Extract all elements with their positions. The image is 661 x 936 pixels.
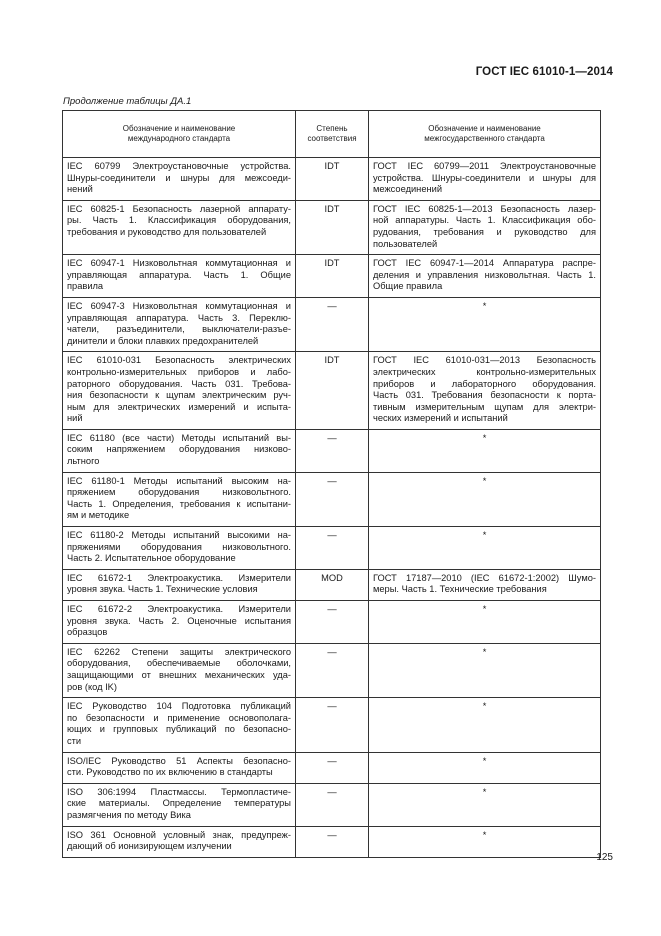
table-continuation-caption: Продолжение таблицы ДА.1 (63, 96, 192, 107)
table-row (63, 569, 601, 600)
cell-line: сти (67, 735, 82, 746)
cell-line: электрических контрольно-измерительных (373, 366, 596, 377)
no-equivalent-mark: * (482, 701, 487, 712)
cell-line: приборов и лабораторного оборудования. (373, 378, 596, 389)
no-equivalent-mark: * (482, 475, 487, 486)
column-header-degree-of-correspondence (296, 111, 369, 158)
cell-line: соким напряжением оборудования низково- (67, 444, 291, 455)
international-standard-cell (63, 698, 296, 752)
cell-line: сти. Руководство по их включению в стандарты (67, 767, 273, 778)
cell-line: ISO 361 Основной условный знак, предупреж- (67, 829, 291, 840)
cell-line: ские материалы. Определение температуры (67, 798, 291, 809)
table-row (63, 527, 601, 570)
header-line: международного стандарта (127, 134, 231, 143)
table-row (63, 698, 601, 752)
table-row (63, 429, 601, 472)
cell-line: IEC 60799 Электроустановочные устройства. (67, 161, 291, 171)
cell-line: IEC 62262 Степени защиты электрического (67, 646, 291, 657)
document-designation: ГОСТ IEC 61010-1—2014 (475, 66, 613, 78)
interstate-standard-cell (369, 698, 601, 752)
cell-line: уровня звука. Часть 2. Оценочные испытания (67, 615, 291, 626)
header-line: межгосударственного стандарта (424, 134, 545, 143)
table-row (63, 752, 601, 783)
cell-line: требования и руководство для пользователей (67, 226, 267, 237)
header-line: Степень (316, 123, 348, 133)
cell-line: пряжением оборудования низковольтного. (67, 487, 291, 498)
interstate-standard-cell (369, 783, 601, 826)
table-row (63, 297, 601, 351)
cell-line: защищающими от внешних механических уда- (67, 669, 291, 680)
interstate-standard-cell (369, 601, 601, 644)
cell-line: ческих измерений и испытаний (373, 413, 508, 424)
cell-line: управляющая аппаратура. Часть 1. Общие (67, 269, 291, 280)
cell-line: ГОСТ IEC 60825-1—2013 Безопасность лазер- (373, 203, 596, 214)
international-standard-cell (63, 472, 296, 526)
degree-of-correspondence-cell: — (296, 429, 369, 472)
cell-line: деления и управления низковольтная. Часть 1. (373, 269, 596, 280)
international-standard-cell (63, 643, 296, 697)
international-standard-cell (63, 429, 296, 472)
header-line: Обозначение и наименование (428, 123, 541, 133)
international-standard-cell (63, 255, 296, 298)
degree-of-correspondence-cell: IDT (296, 255, 369, 298)
international-standard-cell (63, 158, 296, 201)
degree-of-correspondence-cell: IDT (296, 158, 369, 201)
degree-of-correspondence-cell: MOD (296, 569, 369, 600)
no-equivalent-mark: * (482, 786, 487, 797)
interstate-standard-cell (369, 752, 601, 783)
table-row (63, 352, 601, 430)
degree-of-correspondence-cell: — (296, 472, 369, 526)
cell-line: Часть 2. Испытательное оборудование (67, 553, 236, 564)
cell-line: раторного оборудования. Часть 031. Требова- (67, 378, 291, 389)
degree-of-correspondence-cell: — (296, 527, 369, 570)
cell-line: правила (67, 281, 104, 292)
cell-line: IEC 61672-1 Электроакустика. Измерители (67, 572, 291, 583)
cell-line: чатели, разъединители, выключатели-разъе- (67, 324, 291, 335)
degree-of-correspondence-cell: — (296, 643, 369, 697)
cell-line: IEC 60947-3 Низковольтная коммутационная и (67, 300, 291, 311)
cell-line: Часть 031. Требования безопасности к порта- (373, 390, 596, 401)
interstate-standard-cell (369, 200, 601, 254)
interstate-standard-cell (369, 643, 601, 697)
cell-line: ния безопасности к щупам электрическим руч- (67, 390, 291, 401)
table-row (63, 255, 601, 298)
table-row (63, 158, 601, 201)
cell-line: тивным измерительным щупам для электри- (373, 401, 596, 412)
table-row (63, 783, 601, 826)
cell-line: льтного (67, 456, 100, 467)
interstate-standard-cell (369, 429, 601, 472)
interstate-standard-cell (369, 352, 601, 430)
cell-line: IEC Руководство 104 Подготовка публикаций (67, 701, 291, 712)
degree-of-correspondence-cell: — (296, 752, 369, 783)
no-equivalent-mark: * (482, 829, 487, 840)
cell-line: ным для электрических измерений и испыта- (67, 401, 291, 412)
cell-line: Шнуры-соединители и шнуры для межсоеди- (67, 172, 291, 183)
interstate-standard-cell (369, 569, 601, 600)
international-standard-cell (63, 569, 296, 600)
degree-of-correspondence-cell: — (296, 826, 369, 857)
table-row (63, 826, 601, 857)
cell-line: контрольно-измерительных приборов и лабо- (67, 366, 291, 377)
international-standard-cell (63, 783, 296, 826)
table-row (63, 472, 601, 526)
international-standard-cell (63, 826, 296, 857)
cell-line: пользователей (373, 238, 438, 249)
interstate-standard-cell (369, 297, 601, 351)
cell-line: динители и блоки плавких предохранителей (67, 335, 259, 346)
no-equivalent-mark: * (482, 530, 487, 541)
standards-correspondence-table (62, 110, 601, 858)
international-standard-cell (63, 352, 296, 430)
cell-line: IEC 61180 (все части) Методы испытаний вы- (67, 432, 291, 443)
cell-line: Часть 1. Определения, требования к испытани- (67, 498, 291, 509)
cell-line: ГОСТ IEC 60947-1—2014 Аппаратура распре- (373, 258, 596, 269)
interstate-standard-cell (369, 255, 601, 298)
cell-line: межсоединений (373, 184, 443, 195)
cell-line: ям и методике (67, 510, 130, 521)
cell-line: IEC 61180-2 Методы испытаний высокими на- (67, 530, 291, 541)
no-equivalent-mark: * (482, 646, 487, 657)
cell-line: ГОСТ 17187—2010 (IEC 61672-1:2002) Шумо- (373, 572, 596, 583)
cell-line: ГОСТ IEC 60799—2011 Электроустановочные (373, 161, 596, 171)
international-standard-cell (63, 297, 296, 351)
table-header-row (63, 111, 601, 158)
international-standard-cell (63, 200, 296, 254)
cell-line: рудования, требования и руководство для (373, 226, 596, 237)
cell-line: по безопасности и применение основополага- (67, 712, 291, 723)
cell-line: ISO 306:1994 Пластмассы. Термопластиче- (67, 786, 291, 797)
table-header (63, 111, 601, 158)
cell-line: ров (код IK) (67, 681, 117, 692)
cell-line: IEC 61180-1 Методы испытаний высоким на- (67, 475, 291, 486)
interstate-standard-cell (369, 158, 601, 201)
degree-of-correspondence-cell: — (296, 297, 369, 351)
no-equivalent-mark: * (482, 755, 487, 766)
cell-line: IEC 60825-1 Безопасность лазерной аппарату- (67, 203, 291, 214)
cell-line: оборудования, обеспечиваемые оболочками, (67, 658, 291, 669)
cell-line: ры. Часть 1. Классификация оборудования, (67, 215, 291, 226)
cell-line: уровня звука. Часть 1. Технические условия (67, 584, 258, 595)
cell-line: Общие правила (373, 281, 443, 292)
cell-line: IEC 61672-2 Электроакустика. Измерители (67, 604, 291, 614)
cell-line: IEC 61010-031 Безопасность электрических (67, 355, 291, 366)
no-equivalent-mark: * (482, 604, 487, 614)
international-standard-cell (63, 527, 296, 570)
cell-line: ний (67, 413, 83, 424)
cell-line: образцов (67, 627, 108, 638)
cell-line: дающий об ионизирующем излучении (67, 841, 232, 852)
interstate-standard-cell (369, 826, 601, 857)
cell-line: ющих и групповых публикаций по безопасно- (67, 724, 291, 735)
interstate-standard-cell (369, 527, 601, 570)
cell-line: нений (67, 184, 93, 195)
cell-line: управляющая аппаратура. Часть 3. Переклю- (67, 312, 291, 323)
cell-line: ГОСТ IEC 61010-031—2013 Безопасность (373, 355, 596, 366)
cell-line: меры. Часть 1. Технические требования (373, 584, 547, 595)
degree-of-correspondence-cell: IDT (296, 200, 369, 254)
table-body (63, 158, 601, 858)
international-standard-cell (63, 601, 296, 644)
cell-line: пряжениями оборудования низковольтного. (67, 541, 291, 552)
no-equivalent-mark: * (482, 300, 487, 311)
table-row (63, 643, 601, 697)
cell-line: устройства. Шнуры-соединители и шнуры для (373, 172, 596, 183)
cell-line: IEC 60947-1 Низковольтная коммутационная и (67, 258, 291, 269)
degree-of-correspondence-cell: IDT (296, 352, 369, 430)
international-standard-cell (63, 752, 296, 783)
degree-of-correspondence-cell: — (296, 698, 369, 752)
no-equivalent-mark: * (482, 432, 487, 443)
table-row (63, 601, 601, 644)
header-line: Обозначение и наименование (122, 123, 236, 133)
cell-line: ISO/IEC Руководство 51 Аспекты безопасно- (67, 755, 291, 766)
column-header-international-standard (63, 111, 296, 158)
page-number: 125 (596, 852, 613, 863)
table-row (63, 200, 601, 254)
cell-line: размягчения по методу Вика (67, 809, 191, 820)
interstate-standard-cell (369, 472, 601, 526)
column-header-interstate-standard (369, 111, 601, 158)
cell-line: ной аппаратуры. Часть 1. Классификация обо- (373, 215, 596, 226)
degree-of-correspondence-cell: — (296, 601, 369, 644)
header-line: соответствия (307, 134, 357, 143)
degree-of-correspondence-cell: — (296, 783, 369, 826)
